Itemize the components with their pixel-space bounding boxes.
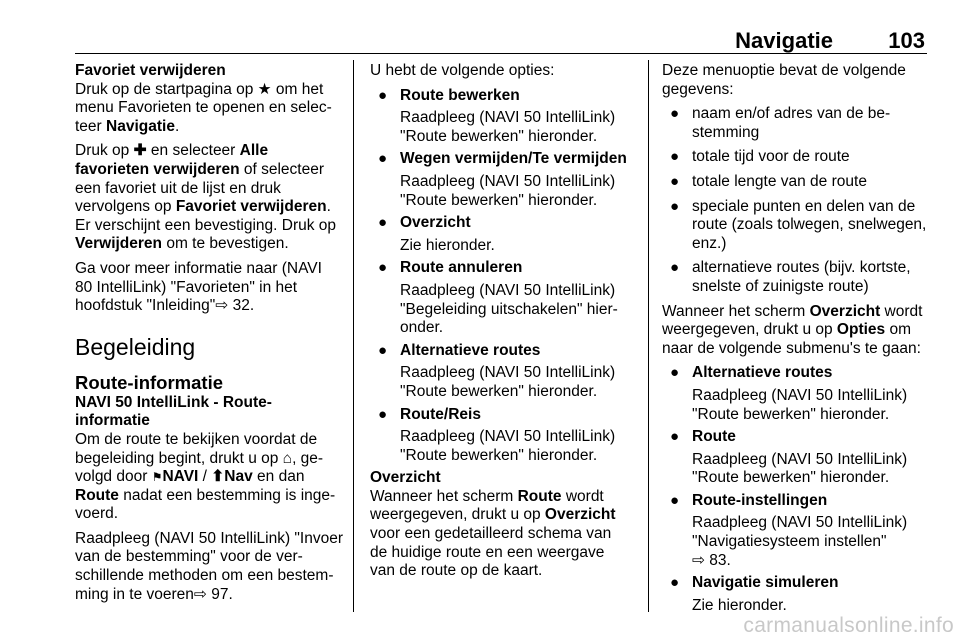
column-divider-1 [353, 60, 354, 612]
text: . Er verschijnt een bevestiging. Druk op [75, 198, 337, 234]
option-desc: Raadpleeg (NAVI 50 IntelliLink) "Route bewerken" hieronder. [400, 428, 616, 464]
column-2 [370, 62, 632, 587]
page-ref-icon: ⇨ [193, 585, 207, 603]
submenu-item [662, 428, 932, 488]
option-desc: Zie hieronder. [400, 236, 495, 254]
flag-icon: ⚑ [151, 470, 163, 485]
overview-label: Overzicht [544, 506, 616, 524]
text: om het menu Favorieten te openen en selecteer [75, 80, 332, 135]
bullet-icon: ● [670, 197, 680, 215]
text: en dan [252, 468, 305, 486]
bullet-icon: ● [670, 428, 680, 446]
text: wordt weergegeven, drukt u op [662, 302, 923, 339]
bullet-icon: ● [670, 574, 680, 592]
info-text: totale tijd voor de route [692, 148, 850, 166]
page-number: 103 [888, 28, 925, 53]
bullet-icon: ● [378, 259, 388, 277]
text: nadat een bestemming is ingevoerd. [75, 486, 336, 523]
star-icon: ★ [257, 80, 272, 98]
arrow-up-icon: ⬆ [211, 468, 225, 486]
column-3 [662, 62, 932, 619]
watermark: carmanualsonline.info [743, 614, 954, 637]
route-label: Route [75, 486, 119, 504]
fav-remove-paragraph-1 [75, 81, 343, 137]
option-item [370, 406, 632, 466]
section-heading: Begeleiding [75, 333, 196, 360]
option-title: Alternatieve routes [400, 341, 541, 359]
route-info-title: NAVI 50 IntelliLink - Route-informatie [75, 393, 272, 430]
text: of selecteer een favoriet uit de lijst en druk vervolgens op [75, 160, 324, 216]
text: Raadpleeg (NAVI 50 IntelliLink) "Navigatiesysteem instellen" [692, 514, 908, 551]
text: Ga voor meer informatie naar (NAVI 80 IntelliLink) "Favorieten" in het hoofdstuk "Inleiding" [75, 259, 322, 315]
submenu-desc [692, 514, 932, 570]
submenu-item [662, 574, 932, 615]
option-title: Route/Reis [400, 405, 481, 423]
text: Raadpleeg (NAVI 50 IntelliLink) "Invoer van de bestemming" voor de verschillende methoden om een bestemming in te voeren [75, 529, 343, 603]
page-header [75, 22, 927, 52]
option-item [370, 87, 632, 147]
text: Wanneer het scherm [370, 487, 518, 505]
option-title: Route bewerken [400, 86, 520, 104]
fav-remove-paragraph-3 [75, 260, 343, 316]
info-item [662, 148, 932, 167]
submenu-desc: Raadpleeg (NAVI 50 IntelliLink) "Route bewerken" hieronder. [692, 386, 908, 423]
navigatie-label: Navigatie [106, 117, 175, 135]
text: 32. [228, 297, 255, 315]
text: Druk op [75, 142, 134, 160]
text: . [174, 117, 180, 135]
info-text: alternatieve routes (bijv. kortste, snelste of zuinigste route) [692, 259, 911, 295]
options-label: Opties [836, 321, 886, 339]
bullet-icon: ● [670, 148, 680, 166]
info-item [662, 105, 932, 142]
fav-remove-title: Favoriet verwijderen [75, 62, 226, 79]
overview-title: Overzicht [370, 469, 441, 487]
text: , gevolgd door [75, 449, 324, 486]
option-desc: Raadpleeg (NAVI 50 IntelliLink) "Begeleiding uitschakelen" hieronder. [400, 281, 618, 337]
text: om naar de volgende submenu's te gaan: [662, 321, 921, 357]
option-desc: Raadpleeg (NAVI 50 IntelliLink) "Route bewerken" hieronder. [400, 109, 616, 145]
section-title: Navigatie [735, 28, 833, 53]
page-ref-icon: ⇨ [692, 551, 705, 569]
submenu-desc: Zie hieronder. [692, 596, 787, 614]
options-intro: U hebt de volgende opties: [370, 62, 555, 79]
bullet-icon: ● [670, 364, 680, 382]
submenu-desc: Raadpleeg (NAVI 50 IntelliLink) "Route bewerken" hieronder. [692, 450, 908, 487]
info-item [662, 198, 932, 254]
bullet-icon: ● [670, 259, 680, 277]
bullet-icon: ● [670, 491, 680, 509]
bullet-icon: ● [670, 105, 680, 123]
home-icon: ⌂ [282, 449, 293, 467]
info-text: naam en/of adres van de bestemming [692, 105, 891, 141]
subsection-heading: Route-informatie [75, 371, 223, 393]
route-info-paragraph-1 [75, 431, 343, 524]
info-text: speciale punten en delen van de route (zoals tolwegen, snelwegen, enz.) [692, 197, 927, 252]
bullet-icon: ● [378, 86, 388, 104]
navi-label: NAVI [162, 468, 199, 486]
submenu-title: Navigatie simuleren [692, 574, 839, 592]
remove-favorite-label: Favoriet verwijderen [175, 198, 327, 216]
text: Druk op de startpagina op [75, 80, 258, 98]
option-desc: Raadpleeg (NAVI 50 IntelliLink) "Route bewerken" hieronder. [400, 364, 616, 400]
overview-label: Overzicht [809, 302, 881, 320]
submenu-title: Alternatieve routes [692, 364, 833, 382]
text: en selecteer [146, 142, 240, 160]
route-label: Route [517, 487, 562, 505]
option-item [370, 342, 632, 402]
bullet-icon: ● [670, 172, 680, 190]
all-favorites-label: Alle favorieten verwijderen [75, 142, 269, 178]
column-divider-2 [648, 60, 649, 612]
nav-label: Nav [224, 468, 253, 486]
page-ref-icon: ⇨ [215, 297, 229, 315]
text: wordt weergegeven, drukt u op [370, 487, 604, 524]
option-title: Overzicht [400, 214, 471, 232]
bullet-icon: ● [378, 150, 388, 168]
text: / [198, 468, 212, 486]
route-info-paragraph-2 [75, 530, 343, 604]
submenu-title: Route-instellingen [692, 491, 828, 509]
submenu-intro [662, 303, 932, 359]
text: Wanneer het scherm [662, 302, 810, 320]
submenu-title: Route [692, 428, 736, 446]
text: om te bevestigen. [162, 235, 289, 253]
text: voor een gedetailleerd schema van de huidige route en een weergave van de route op de kaart. [370, 525, 612, 580]
header-rule [75, 53, 927, 54]
bullet-icon: ● [378, 405, 388, 423]
option-title: Route annuleren [400, 259, 523, 277]
remove-label: Verwijderen [75, 235, 163, 253]
overview-paragraph [370, 488, 632, 581]
option-desc: Raadpleeg (NAVI 50 IntelliLink) "Route bewerken" hieronder. [400, 172, 616, 209]
info-item [662, 259, 932, 296]
submenu-item [662, 364, 932, 424]
fav-remove-paragraph-2 [75, 142, 343, 254]
text: Om de route te bekijken voordat de begeleiding begint, drukt u op [75, 430, 318, 467]
option-item [370, 259, 632, 337]
info-text: totale lengte van de route [692, 172, 867, 190]
option-item [370, 150, 632, 210]
plus-icon: ✚ [133, 142, 147, 160]
bullet-icon: ● [378, 341, 388, 359]
submenu-item [662, 492, 932, 570]
option-item [370, 214, 632, 255]
text: 97. [206, 585, 233, 603]
option-title: Wegen vermijden/Te vermijden [400, 150, 627, 168]
text: 83. [705, 551, 731, 569]
info-item [662, 173, 932, 192]
column-1 [75, 62, 343, 610]
menu-intro: Deze menuoptie bevat de volgende gegevens: [662, 62, 906, 98]
bullet-icon: ● [378, 214, 388, 232]
